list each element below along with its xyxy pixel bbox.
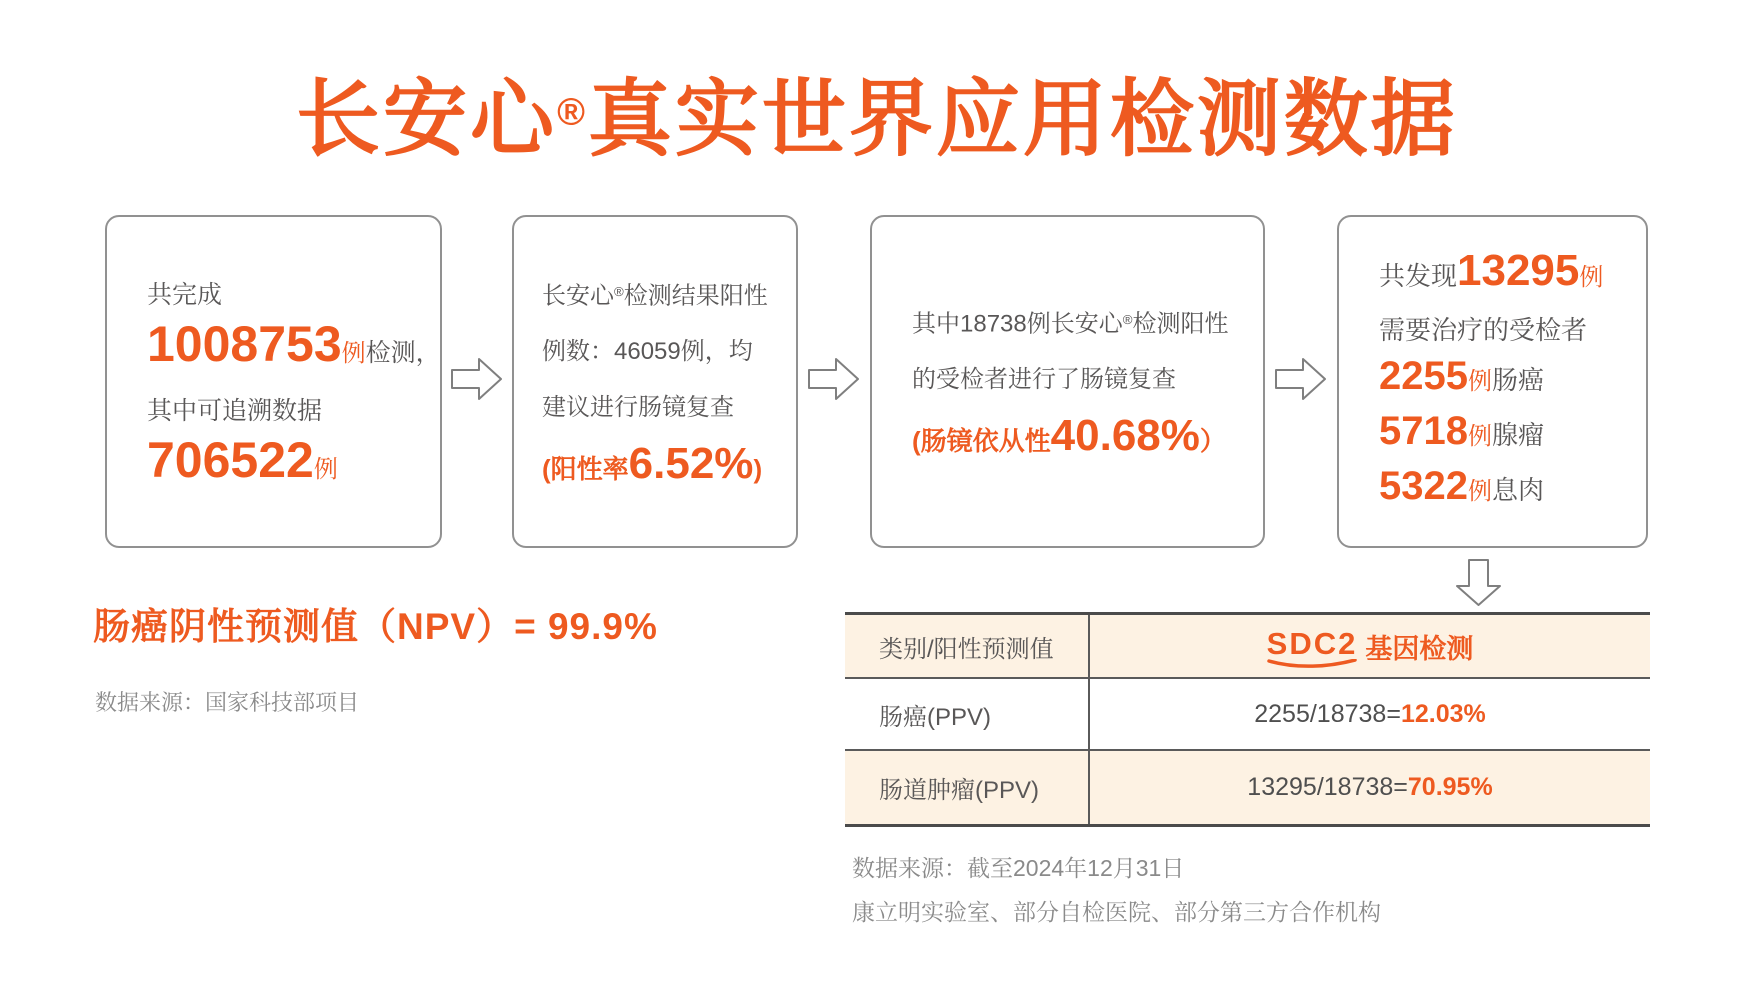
box3-line1b: 检测阳性 (1132, 310, 1229, 338)
row-cancer-result: 12.03% (1400, 699, 1486, 728)
box2-paren-close: ) (753, 454, 763, 485)
box4-polyp-number: 5322 (1379, 464, 1468, 508)
box3-line1 (912, 292, 1263, 352)
box4-adenoma-number: 5718 (1379, 409, 1468, 453)
box1-line2 (147, 315, 440, 373)
ppv-table (845, 612, 1650, 827)
flow-arrow-right-icon (451, 356, 503, 402)
box4-adenoma-unit: 例 (1467, 423, 1492, 450)
box2-line1a: 长安心 (542, 282, 614, 310)
registered-mark: ® (1122, 311, 1133, 327)
box4-cancer-unit: 例 (1467, 368, 1492, 395)
box4-item-polyp (1379, 463, 1646, 518)
npv-heading: 肠癌阴性预测值（NPV）= 99.9% (93, 606, 658, 647)
ppv-table-header-row (845, 615, 1650, 679)
registered-mark: ® (557, 91, 588, 134)
box1-line3: 其中可追溯数据 (147, 396, 323, 425)
box2-line1 (542, 264, 796, 324)
box4-line1 (1379, 245, 1646, 307)
ppv-header-category: 类别/阳性预测值 (845, 615, 1090, 677)
title-part1: 长安心 (296, 72, 558, 166)
box4-total-found: 13295 (1457, 246, 1580, 295)
box1-unit1: 例 (341, 339, 366, 367)
box2-line3: 建议进行肠镜复查 (542, 394, 734, 422)
row-tumor-label: 肠道肿瘤(PPV) (845, 751, 1090, 824)
box3-compliance-rate: 40.68% (1050, 411, 1200, 461)
flow-box-positive-results (512, 215, 798, 548)
row-tumor-result: 70.95% (1407, 773, 1493, 801)
registered-mark: ® (614, 283, 624, 299)
box4-item-adenoma (1379, 408, 1646, 463)
box3-line2: 的受检者进行了肠镜复查 (912, 366, 1176, 394)
box1-unit2: 例 (313, 455, 338, 483)
page-title (0, 52, 1754, 173)
npv-source: 数据来源：国家科技部项目 (95, 690, 360, 715)
box1-traceable-number: 706522 (147, 431, 314, 488)
box4-polyp-unit: 例 (1467, 478, 1492, 505)
ppv-header-test (1090, 615, 1650, 677)
sdc2-logo-text: SDC2 (1266, 625, 1358, 661)
box2-line1b: 检测结果阳性 (623, 282, 768, 310)
flow-arrow-right-icon (1275, 356, 1327, 402)
row-tumor-value (1090, 751, 1650, 824)
data-source-footer (852, 846, 1381, 934)
box4-polyp-label: 息肉 (1491, 475, 1544, 505)
flow-box-colonoscopy-followup (870, 215, 1265, 548)
row-cancer-label: 肠癌(PPV) (845, 679, 1090, 749)
box3-paren-close: ） (1199, 426, 1226, 457)
title-part2: 真实世界应用检测数据 (587, 72, 1458, 166)
box4-cancer-label: 肠癌 (1491, 365, 1544, 395)
box4-adenoma-label: 腺瘤 (1491, 420, 1544, 450)
flow-box-completed-tests (105, 215, 442, 548)
ppv-header-test-label: 基因检测 (1365, 633, 1474, 664)
box4-prefix: 共发现 (1379, 261, 1458, 291)
sdc2-logo-swoosh-icon (1267, 659, 1357, 668)
box1-line1: 共完成 (147, 280, 223, 309)
footer-line1: 数据来源：截至2024年12月31日 (852, 855, 1185, 881)
box3-compliance-line (912, 408, 1263, 471)
box4-line2: 需要治疗的受检者 (1379, 315, 1588, 345)
box4-item-cancer (1379, 353, 1646, 408)
box4-unit: 例 (1579, 264, 1604, 291)
box1-tail1: 检测， (365, 338, 441, 367)
box1-total-number: 1008753 (147, 315, 342, 372)
box3-paren-open: (肠镜依从性 (912, 426, 1051, 457)
row-tumor-formula: 13295/18738= (1247, 773, 1408, 801)
footer-line2: 康立明实验室、部分自检医院、部分第三方合作机构 (852, 899, 1381, 925)
flow-arrow-right-icon (808, 356, 860, 402)
sdc2-logo (1266, 625, 1358, 665)
box3-line1a: 其中18738例长安心 (912, 310, 1123, 338)
box2-positive-rate: 6.52% (628, 439, 754, 489)
flow-box-findings (1337, 215, 1648, 548)
box2-rate-line (542, 436, 796, 499)
box1-line4 (147, 431, 440, 489)
flow-arrow-down-icon (1455, 559, 1502, 606)
ppv-table-row-cancer (845, 679, 1650, 751)
box2-paren-open: (阳性率 (542, 454, 629, 485)
row-cancer-formula: 2255/18738= (1254, 699, 1401, 728)
row-cancer-value (1090, 679, 1650, 749)
box4-cancer-number: 2255 (1379, 354, 1468, 398)
ppv-table-row-tumor (845, 751, 1650, 824)
box2-line2: 例数：46059例，均 (542, 338, 753, 366)
